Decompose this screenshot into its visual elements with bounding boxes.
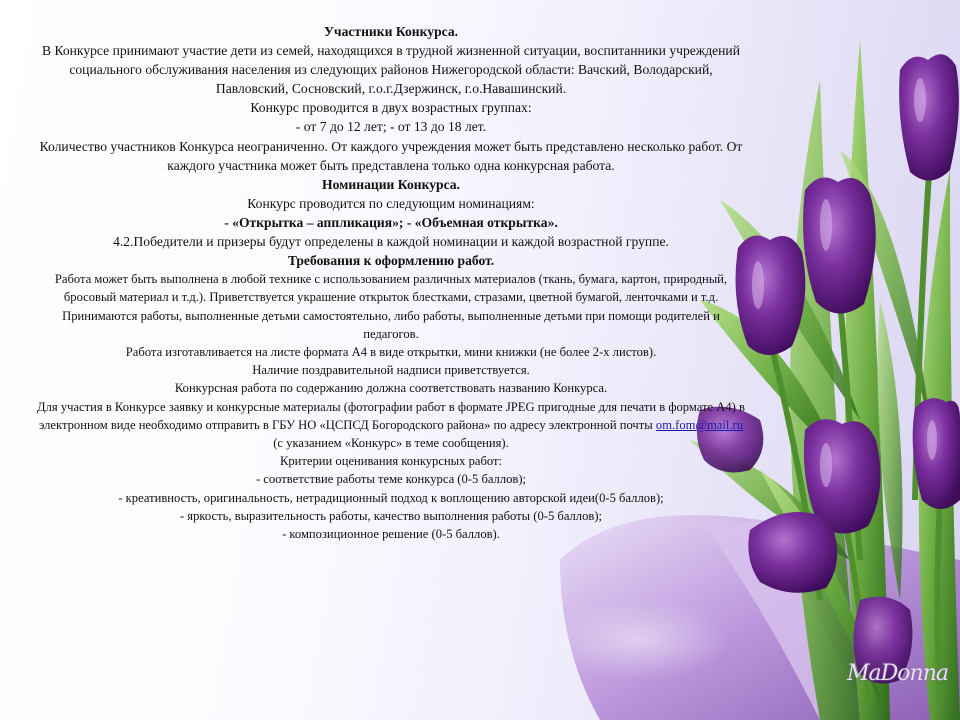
nominations-list: - «Открытка – аппликация»; - «Объемная открытка». [224, 214, 558, 230]
criteria-item: - соответствие работы теме конкурса (0-5 баллов); [255, 472, 527, 487]
winners-paragraph: 4.2.Победители и призеры будут определены в каждой номинации и каждой возрастной группе. [113, 234, 669, 250]
heading-nominations: Номинации Конкурса. [322, 176, 460, 192]
submission-paragraph [34, 398, 748, 453]
requirements-block [34, 270, 748, 543]
requirement-theme: Конкурсная работа по содержанию должна соответствовать названию Конкурса. [174, 381, 608, 396]
participants-count: Количество участников Конкурса неограниченно. От каждого учреждения может быть представлено несколько работ. От каждого участника может быть представлена только одна конкурсная работа. [39, 138, 743, 173]
heading-requirements: Требования к оформлению работ. [287, 253, 495, 269]
email-link[interactable]: om.fom@mail.ru [655, 417, 744, 432]
requirement-independent: Принимаются работы, выполненные детьми самостоятельно, либо работы, выполненные детьми при помощи родителей и педагогов. [62, 308, 720, 341]
submission-text: Для участия в Конкурсе заявку и конкурсные материалы (фотографии работ в формате JPEG пригодные для печати в формате А4) в электронном виде необходимо отправить в ГБУ НО «ЦСПСД Богородского района» по адресу электронной почты [37, 399, 745, 432]
age-groups-intro: Конкурс проводится в двух возрастных группах: [250, 100, 532, 116]
criteria-heading: Критерии оценивания конкурсных работ: [279, 454, 503, 469]
document-body [34, 22, 748, 543]
requirement-greeting: Наличие поздравительной надписи приветствуется. [252, 363, 530, 378]
watermark-signature: MaDonna [847, 661, 948, 686]
requirement-format: Работа изготавливается на листе формата А4 в виде открытки, мини книжки (не более 2-х листов). [125, 345, 657, 360]
criteria-item: - креативность, оригинальность, нетрадиционный подход к воплощению авторской идеи(0-5 баллов); [118, 490, 664, 505]
criteria-item: - яркость, выразительность работы, качество выполнения работы (0-5 баллов); [179, 508, 603, 523]
participants-paragraph: В Конкурсе принимают участие дети из семей, находящихся в трудной жизненной ситуации, воспитанники учреждений социального обслуживания населения из следующих районов Нижегородской области: Вачский, Володарский, Павловский, Сосновский, г.о.г.Дзержинск, г.о.Навашинский. [42, 43, 740, 97]
nominations-intro: Конкурс проводится по следующим номинациям: [247, 195, 535, 211]
criteria-item: - композиционное решение (0-5 баллов). [282, 527, 500, 542]
requirement-techniques: Работа может быть выполнена в любой технике с использованием различных материалов (ткань, бумага, картон, природный, бросовый материал и т.д.). Приветствуется украшение открыток блестками, стразами, цветной бумагой, ленточками и т.д. [54, 272, 728, 305]
heading-participants: Участники Конкурса. [323, 24, 459, 39]
submission-suffix: (с указанием «Конкурс» в теме сообщения). [273, 436, 509, 451]
age-groups: - от 7 до 12 лет; - от 13 до 18 лет. [295, 119, 487, 135]
